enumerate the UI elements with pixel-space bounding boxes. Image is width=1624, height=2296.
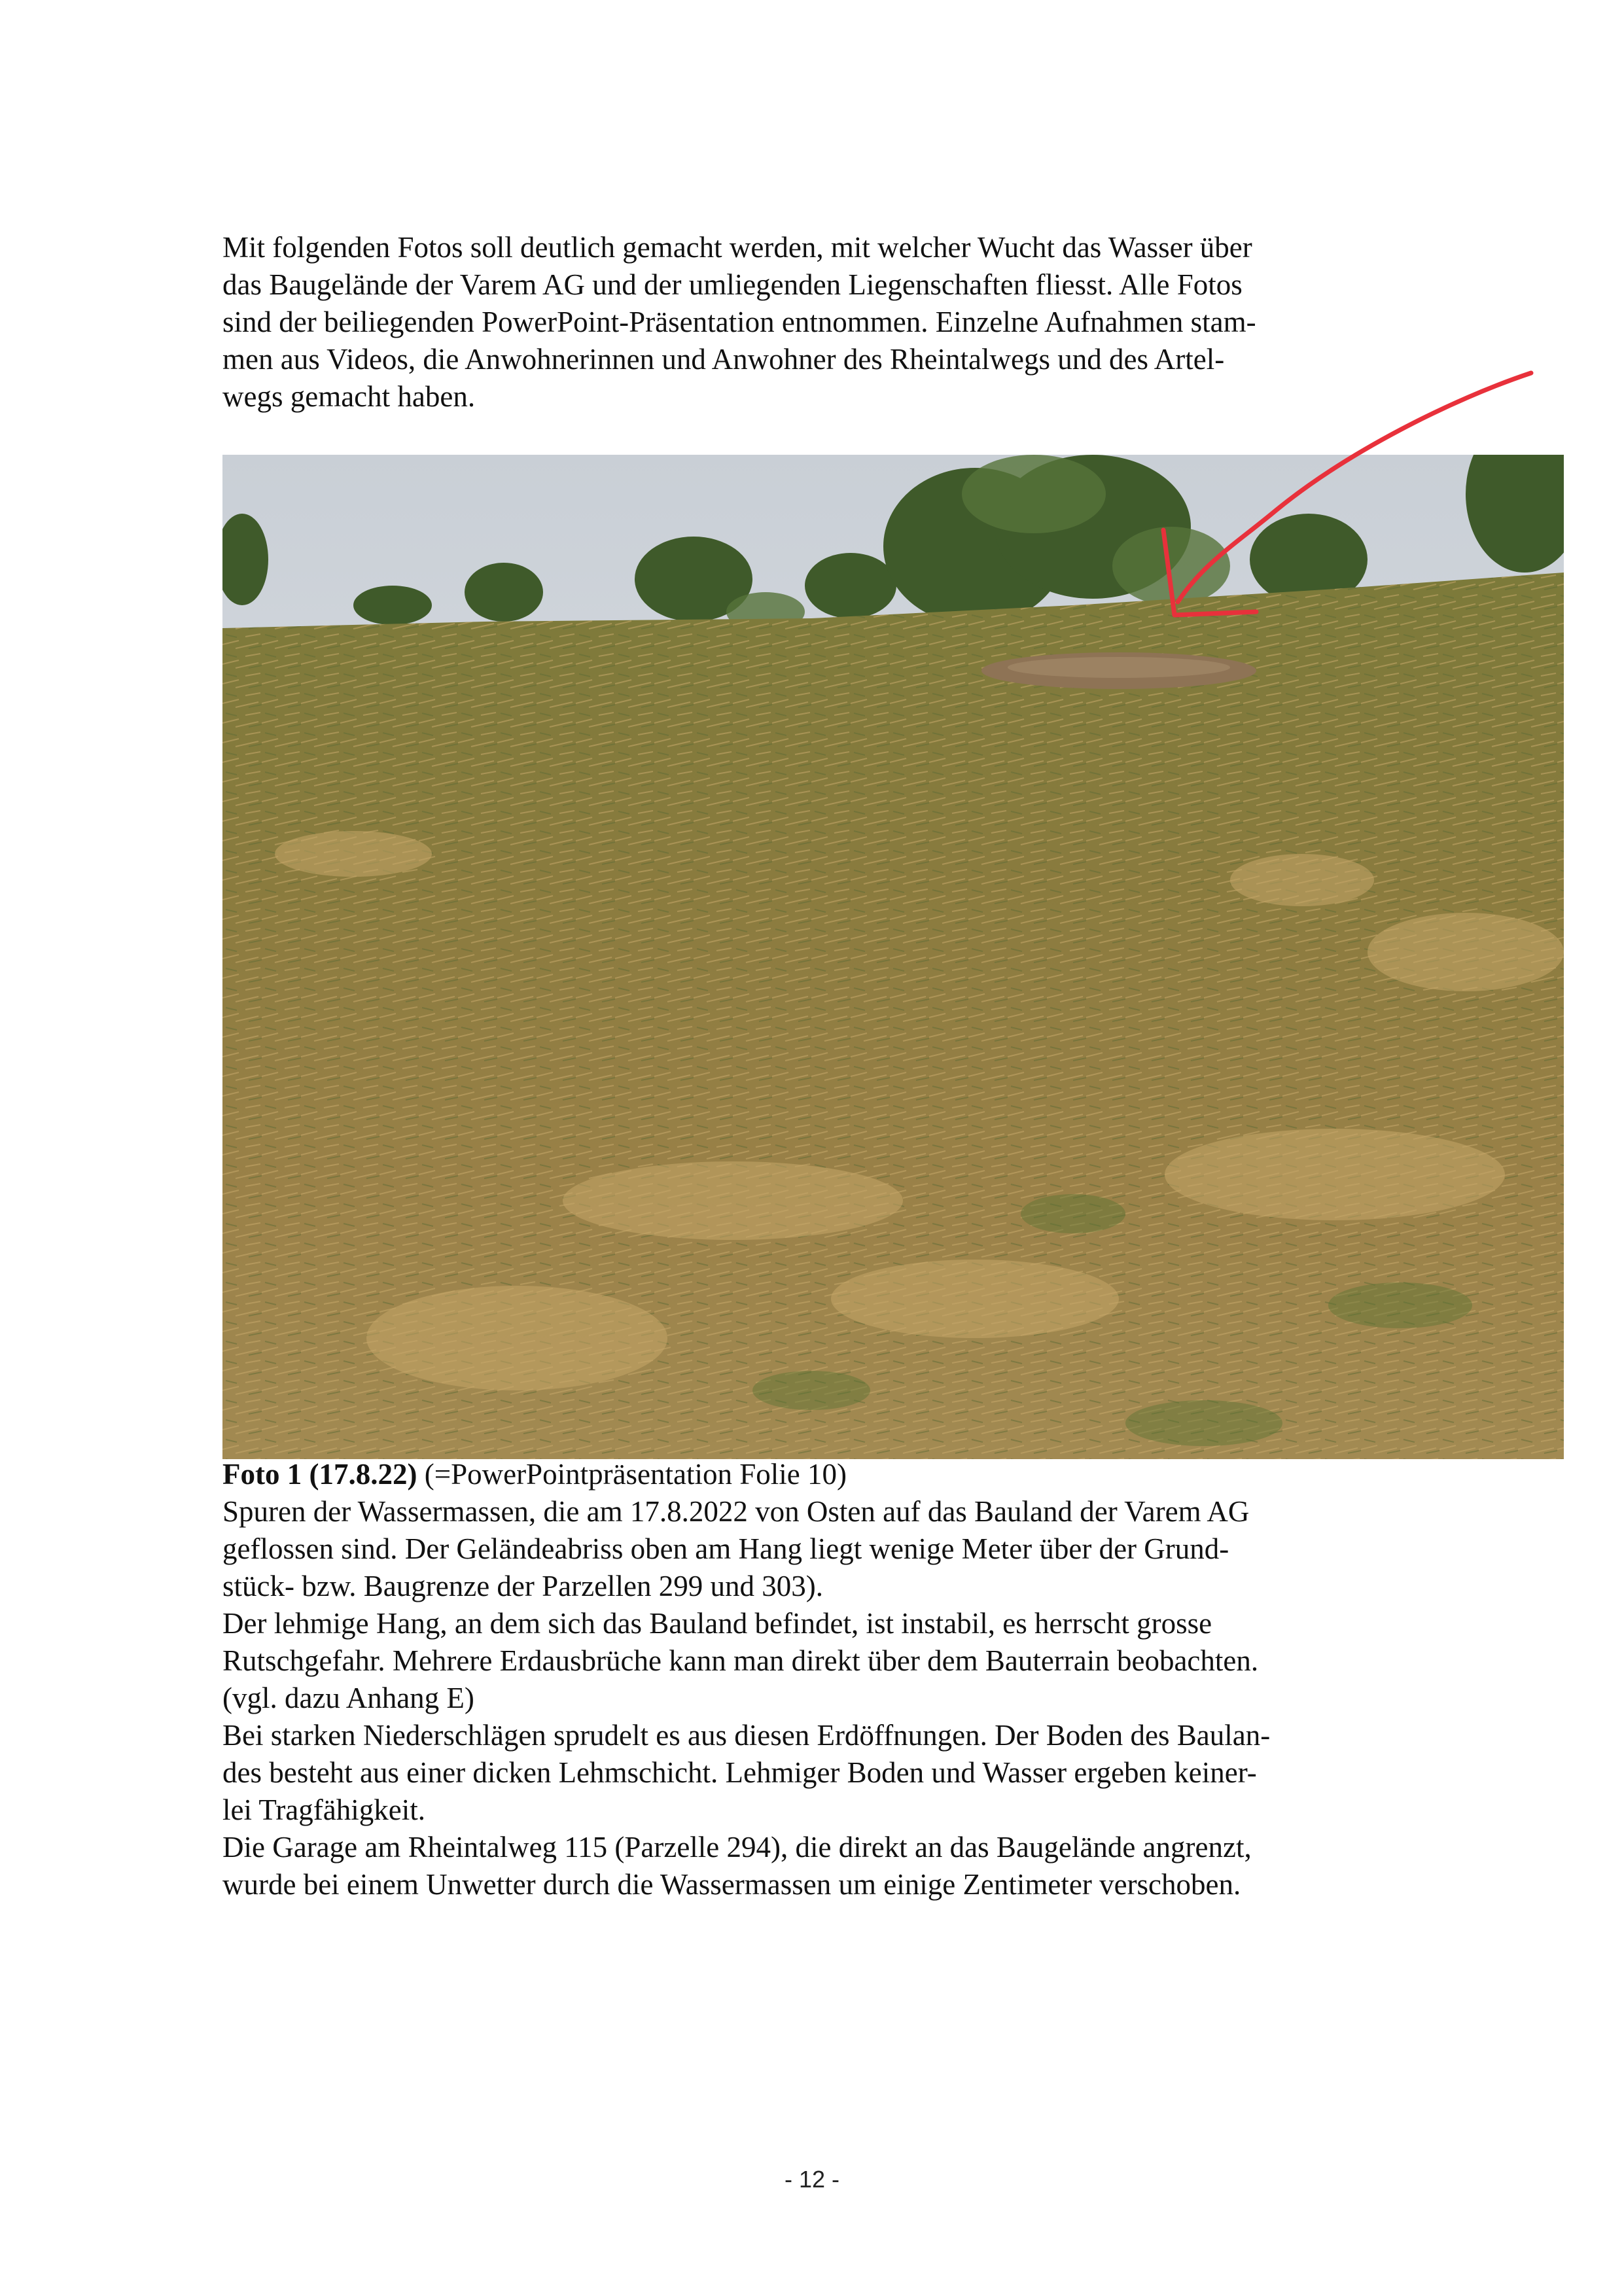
photo-caption: [222, 1456, 1394, 1903]
red-arrow-annotation: [1112, 353, 1538, 661]
caption-body: Spuren der Wassermassen, die am 17.8.2022 von Osten auf das Bauland der Varem AG geflossen sind. Der Geländeabriss oben am Hang liegt wenige Meter über der Grund- stück- bzw. Baugrenze der Parzellen 299 und 303). Der lehmige Hang, an dem sich das Bauland befindet, ist instabil, es herrscht grosse Rutschgefahr. Mehrere Erdausbrüche kann man direkt über dem Bauterrain beobachten. (vgl. dazu Anhang E) Bei starken Niederschlägen sprudelt es aus diesen Erdöffnungen. Der Boden des Baulan- des besteht aus einer dicken Lehmschicht. Lehmiger Boden und Wasser ergeben keiner- lei Tragfähigkeit. Die Garage am Rheintalweg 115 (Parzelle 294), die direkt an das Baugelände angrenzt, wurde bei einem Unwetter durch die Wassermassen um einige Zentimeter verschoben.: [222, 1495, 1271, 1901]
caption-title-rest: (=PowerPointpräsentation Folie 10): [417, 1458, 847, 1491]
page-number: - 12 -: [784, 2166, 840, 2193]
intro-paragraph: Mit folgenden Fotos soll deutlich gemacht werden, mit welcher Wucht das Wasser über das Baugelände der Varem AG und der umliegenden Liegenschaften fliesst. Alle Fotos sind der beiliegenden PowerPoint-Präsentation entnommen. Einzelne Aufnahmen stam- men aus Videos, die Anwohnerinnen und Anwohner des Rheintalwegs und des Artel- wegs gemacht haben.: [222, 231, 1256, 413]
caption-title: Foto 1 (17.8.22): [222, 1458, 417, 1491]
